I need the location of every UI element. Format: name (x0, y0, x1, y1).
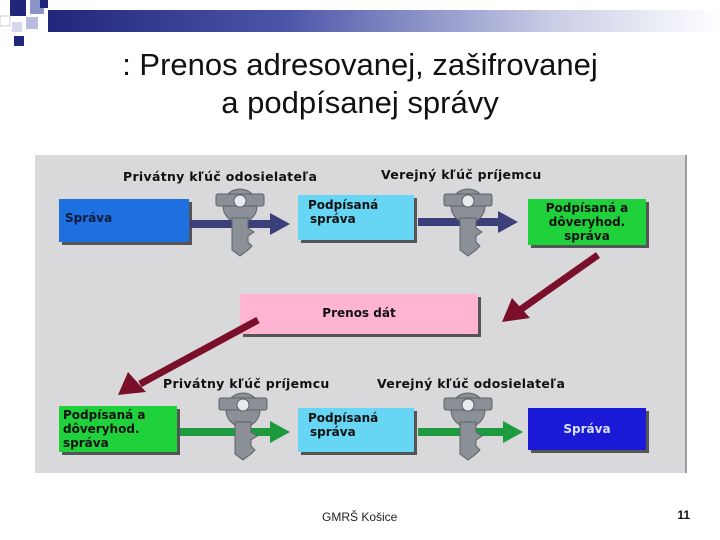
top-message-box-label: Správa (65, 211, 113, 225)
bottom-signed-line1: Podpísaná (308, 411, 379, 425)
bottom-trusted-line2: dôveryhod. (63, 422, 140, 436)
top-trusted-line3: správa (564, 229, 610, 243)
top-public-key-label: Verejný kľúč príjemcu (381, 167, 542, 182)
slide-title-line1: : Prenos adresovanej, zašifrovanej (122, 47, 598, 82)
page-number: 11 (677, 508, 690, 522)
bottom-private-key-icon (219, 393, 267, 460)
footer-text: GMRŠ Košice (322, 510, 398, 524)
diagonal-arrow-upper (502, 255, 598, 322)
bottom-trusted-line1: Podpísaná a (63, 408, 146, 422)
data-transfer-label: Prenos dát (322, 306, 396, 320)
diagonal-arrow-lower (118, 320, 258, 395)
bottom-trusted-line3: správa (63, 436, 109, 450)
top-trusted-line2: dôveryhod. (548, 215, 626, 229)
bottom-public-key-icon (444, 393, 492, 460)
top-signed-line2: správa (310, 212, 356, 226)
bottom-private-key-label: Privátny kľúč príjemcu (163, 376, 330, 391)
top-trusted-line1: Podpísaná a (545, 201, 629, 215)
slide-title-line2: a podpísanej správy (221, 85, 499, 120)
bottom-signed-line2: správa (310, 425, 356, 439)
bottom-public-key-label: Verejný kľúč odosielateľa (377, 376, 566, 391)
top-private-key-label: Privátny kľúč odosielateľa (123, 169, 318, 184)
bottom-message-box-label: Správa (563, 422, 611, 436)
top-signed-line1: Podpísaná (308, 198, 379, 212)
